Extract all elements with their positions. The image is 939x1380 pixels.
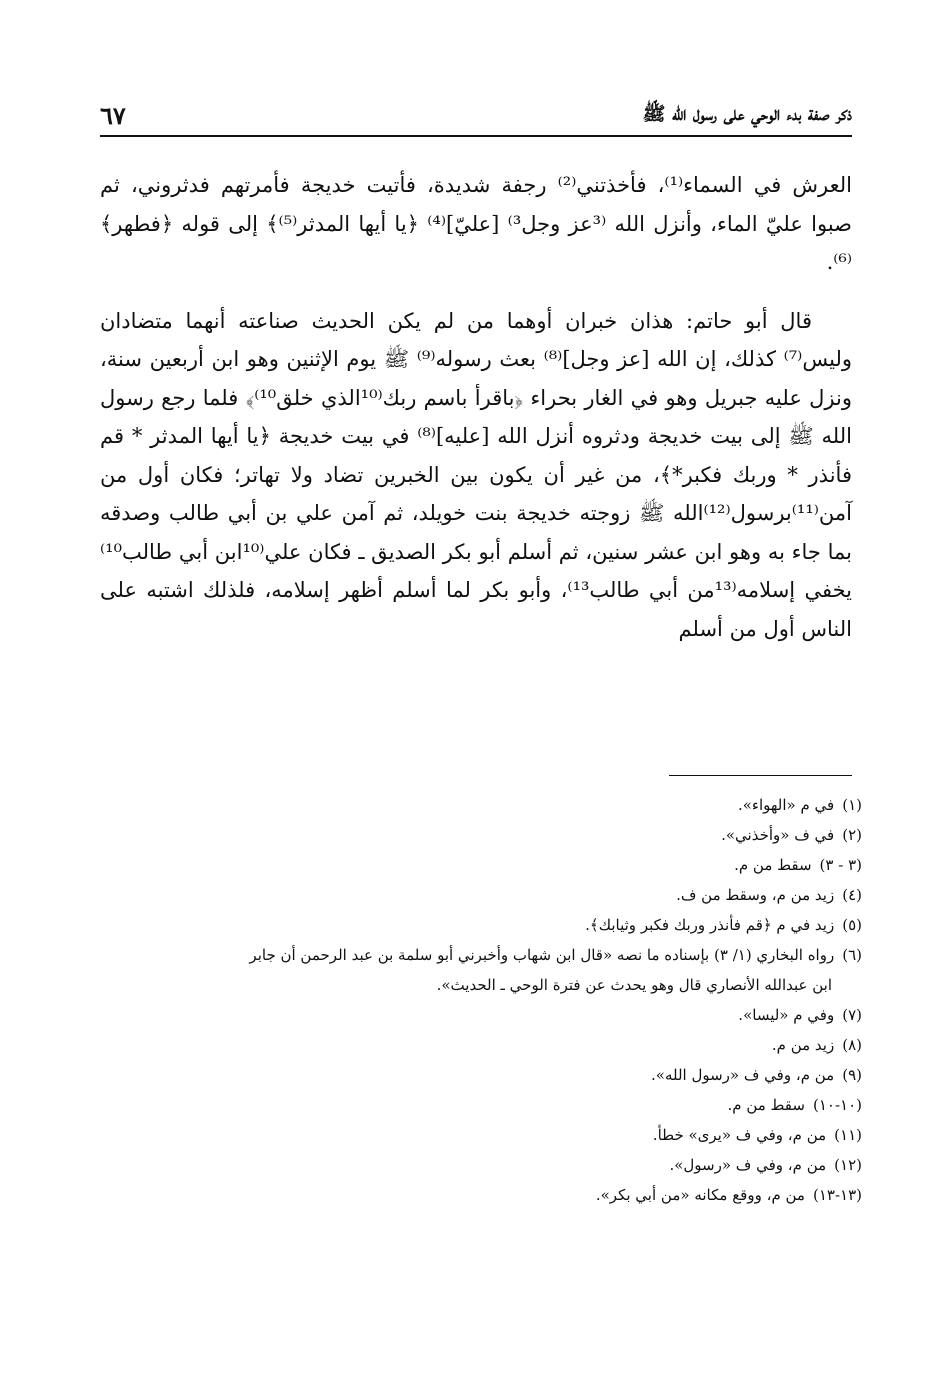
main-text: [100, 166, 852, 648]
footnote-9: (٩)من م، وفي ف «رسول الله».: [651, 1066, 862, 1084]
footnote-4: (٤)زيد من م، وسقط من ف.: [676, 886, 862, 904]
footnotes: [100, 790, 862, 1210]
header-divider: [100, 135, 852, 137]
footnote-13: (١٣-١٣)من م، ووقع مكانه «من أبي بكر».: [595, 1186, 862, 1204]
chapter-title: ذكر صفة بدء الوحي على رسول الله ﷺ: [642, 103, 852, 125]
footnote-12: (١٢)من م، وفي ف «رسول».: [669, 1156, 862, 1174]
footnote-2: (٢)في ف «وأخذني».: [721, 826, 862, 844]
footnote-11: (١١)من م، وفي ف «يرى» خطأ.: [652, 1126, 862, 1144]
footnote-1: (١)في م «الهواء».: [737, 796, 862, 814]
footnote-8: (٨)زيد من م.: [771, 1036, 862, 1054]
paragraph-hadith-end: العرش في السماء⁽¹⁾، فأخذتني⁽²⁾ رجفة شديدة، فأتيت خديجة فأمرتهم فدثروني، ثم صبوا عليّ الماء، وأنزل الله ⁽³عز وجل³⁾ [عليّ]⁽⁴⁾ ﴿يا أيها المدثر⁽⁵⁾﴾ إلى قوله ﴿فطهر﴾⁽⁶⁾.: [100, 173, 852, 274]
footnote-6: (٦)رواه البخاري (١/ ٣) بإسناده ما نصه «قال ابن شهاب وأخبرني أبو سلمة بن عبد الرحمن أن جابر: [249, 946, 862, 964]
footnote-3: (٣ - ٣)سقط من م.: [734, 856, 862, 874]
footnote-10: (١٠-١٠)سقط من م.: [727, 1096, 862, 1114]
footnote-5: (٥)زيد في م ﴿قم فأنذر وربك فكبر وثيابك﴾.: [585, 916, 862, 934]
footnote-7: (٧)وفي م «ليسا».: [738, 1006, 862, 1024]
paragraph-abu-hatim: قال أبو حاتم: هذان خبران أوهما من لم يكن الحديث صناعته أنهما متضادان وليس⁽⁷⁾ كذلك، إن الله [عز وجل]⁽⁸⁾ بعث رسوله⁽⁹⁾ ﷺ يوم الإثنين وهو ابن أربعين سنة، ونزل عليه جبريل وهو في الغار بحراء ﴿باقرأ باسم ربك⁽¹⁰الذي خلق¹⁰⁾﴾ فلما رجع رسول الله ﷺ إلى بيت خديجة ودثروه أنزل الله [عليه]⁽⁸⁾ في بيت خديجة ﴿يا أيها المدثر * قم فأنذر * وربك فكبر*﴾، من غير أن يكون بين الخبرين تضاد ولا تهاتر؛ فكان أول من آمن⁽¹¹⁾برسول⁽¹²⁾الله ﷺ زوجته خديجة بنت خويلد، ثم آمن علي بن أبي طالب وصدقه بما جاء به وهو ابن عشر سنين، ثم أسلم أبو بكر الصديق ـ فكان علي⁽¹⁰ابن أبي طالب¹⁰⁾يخفي إسلامه⁽¹³من أبي طالب¹³⁾، وأبو بكر لما أسلم أظهر إسلامه، فلذلك اشتبه على الناس أول من أسلم: [100, 308, 852, 641]
footnote-divider: [669, 775, 852, 776]
page-number: ٦٧: [100, 101, 126, 130]
running-header: [100, 100, 852, 130]
footnote-6-continued: ابن عبدالله الأنصاري قال وهو يحدث عن فترة الوحي ـ الحديث».: [436, 976, 832, 994]
